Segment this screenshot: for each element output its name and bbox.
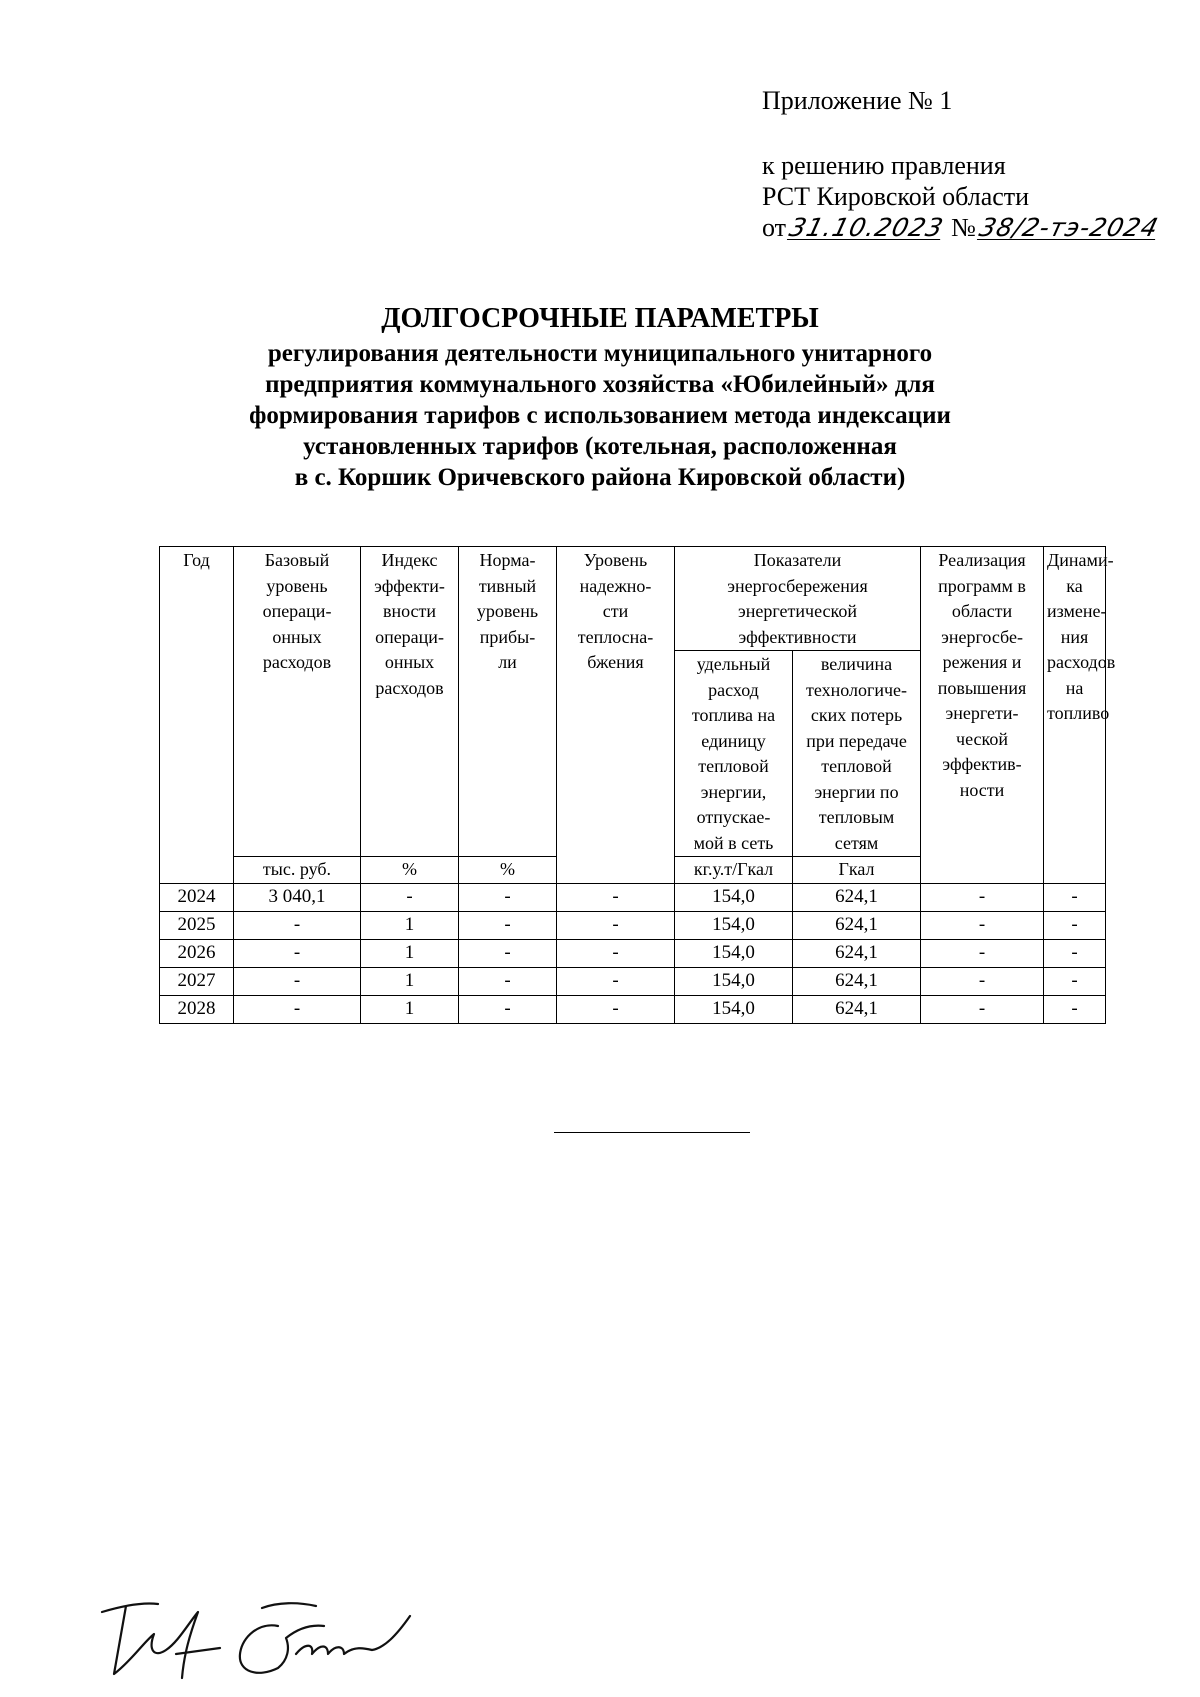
decision-line-2: РСТ Кировской области xyxy=(762,182,1030,211)
cell-year: 2024 xyxy=(160,884,234,912)
unit-efficiency-index: % xyxy=(361,857,459,884)
unit-base-level: тыс. руб. xyxy=(234,857,361,884)
cell-dynamics: - xyxy=(1044,884,1106,912)
handwritten-signature xyxy=(92,1590,432,1690)
cell-year: 2025 xyxy=(160,912,234,940)
cell-base: - xyxy=(234,912,361,940)
col-header-profit-level: Норма- тивный уровень прибы- ли xyxy=(459,547,557,857)
title-line-3: формирования тарифов с использованием метода индексации xyxy=(249,402,951,429)
cell-dynamics: - xyxy=(1044,912,1106,940)
col-header-programs: Реализация программ в области энергосбе- режения и повышения энергети- ческой эффектив- ности xyxy=(921,547,1044,884)
cell-programs: - xyxy=(921,968,1044,996)
cell-losses: 624,1 xyxy=(793,912,921,940)
cell-year: 2026 xyxy=(160,940,234,968)
cell-reliability: - xyxy=(557,940,675,968)
cell-index: 1 xyxy=(361,940,459,968)
table-row xyxy=(160,912,1106,940)
cell-programs: - xyxy=(921,996,1044,1024)
cell-fuel: 154,0 xyxy=(675,996,793,1024)
header-row-1 xyxy=(160,547,1106,651)
title-line-2: предприятия коммунального хозяйства «Юбилейный» для xyxy=(265,371,935,398)
cell-profit: - xyxy=(459,968,557,996)
cell-dynamics: - xyxy=(1044,940,1106,968)
handwritten-number: 38/2-тэ-2024 xyxy=(976,213,1162,242)
decision-date-number xyxy=(762,212,1162,243)
date-prefix: от xyxy=(762,213,787,242)
cell-reliability: - xyxy=(557,912,675,940)
cell-programs: - xyxy=(921,884,1044,912)
cell-profit: - xyxy=(459,996,557,1024)
cell-losses: 624,1 xyxy=(793,884,921,912)
cell-base: - xyxy=(234,968,361,996)
table-row xyxy=(160,884,1106,912)
col-header-losses: величина технологиче- ских потерь при передаче тепловой энергии по тепловым сетям xyxy=(793,651,921,857)
title-line-5: в с. Коршик Оричевского района Кировской области) xyxy=(294,464,906,491)
cell-year: 2027 xyxy=(160,968,234,996)
cell-index: - xyxy=(361,884,459,912)
cell-losses: 624,1 xyxy=(793,940,921,968)
cell-profit: - xyxy=(459,940,557,968)
cell-dynamics: - xyxy=(1044,996,1106,1024)
appendix-label: Приложение № 1 xyxy=(762,86,953,115)
cell-index: 1 xyxy=(361,996,459,1024)
cell-reliability: - xyxy=(557,996,675,1024)
cell-reliability: - xyxy=(557,884,675,912)
cell-reliability: - xyxy=(557,968,675,996)
col-header-fuel-rate: удельный расход топлива на единицу тепловой энергии, отпускае- мой в сеть xyxy=(675,651,793,857)
col-header-reliability: Уровень надежно- сти теплосна- бжения xyxy=(557,547,675,884)
title-line-4: установленных тарифов (котельная, расположенная xyxy=(303,433,897,460)
decision-reference xyxy=(762,150,1162,243)
cell-base: 3 040,1 xyxy=(234,884,361,912)
decision-line-1: к решению правления xyxy=(762,151,1006,180)
col-header-fuel-dynamics: Динами- ка измене- ния расходов на топливо xyxy=(1044,547,1106,884)
cell-profit: - xyxy=(459,912,557,940)
col-header-energy-group: Показатели энергосбережения энергетической эффективности xyxy=(675,547,921,651)
cell-losses: 624,1 xyxy=(793,996,921,1024)
unit-fuel-rate: кг.у.т/Гкал xyxy=(675,857,793,884)
cell-dynamics: - xyxy=(1044,968,1106,996)
document-title xyxy=(120,302,1080,493)
title-main: ДОЛГОСРОЧНЫЕ ПАРАМЕТРЫ xyxy=(381,303,819,334)
cell-losses: 624,1 xyxy=(793,968,921,996)
closing-line xyxy=(554,1132,750,1133)
col-header-base-level: Базовый уровень операци- онных расходов xyxy=(234,547,361,857)
cell-index: 1 xyxy=(361,912,459,940)
parameters-table xyxy=(159,546,1116,1024)
cell-programs: - xyxy=(921,912,1044,940)
cell-index: 1 xyxy=(361,968,459,996)
unit-losses: Гкал xyxy=(793,857,921,884)
cell-fuel: 154,0 xyxy=(675,940,793,968)
handwritten-date: 31.10.2023 xyxy=(786,213,947,242)
table-row xyxy=(160,940,1106,968)
title-line-1: регулирования деятельности муниципального унитарного xyxy=(267,340,933,367)
unit-profit-level: % xyxy=(459,857,557,884)
cell-profit: - xyxy=(459,884,557,912)
table-row xyxy=(160,968,1106,996)
col-header-efficiency-index: Индекс эффекти- вности операци- онных расходов xyxy=(361,547,459,857)
cell-base: - xyxy=(234,996,361,1024)
cell-base: - xyxy=(234,940,361,968)
cell-programs: - xyxy=(921,940,1044,968)
table-row xyxy=(160,996,1106,1024)
col-header-year: Год xyxy=(160,547,234,884)
cell-fuel: 154,0 xyxy=(675,912,793,940)
cell-year: 2028 xyxy=(160,996,234,1024)
cell-fuel: 154,0 xyxy=(675,968,793,996)
cell-fuel: 154,0 xyxy=(675,884,793,912)
number-prefix: № xyxy=(951,213,976,242)
